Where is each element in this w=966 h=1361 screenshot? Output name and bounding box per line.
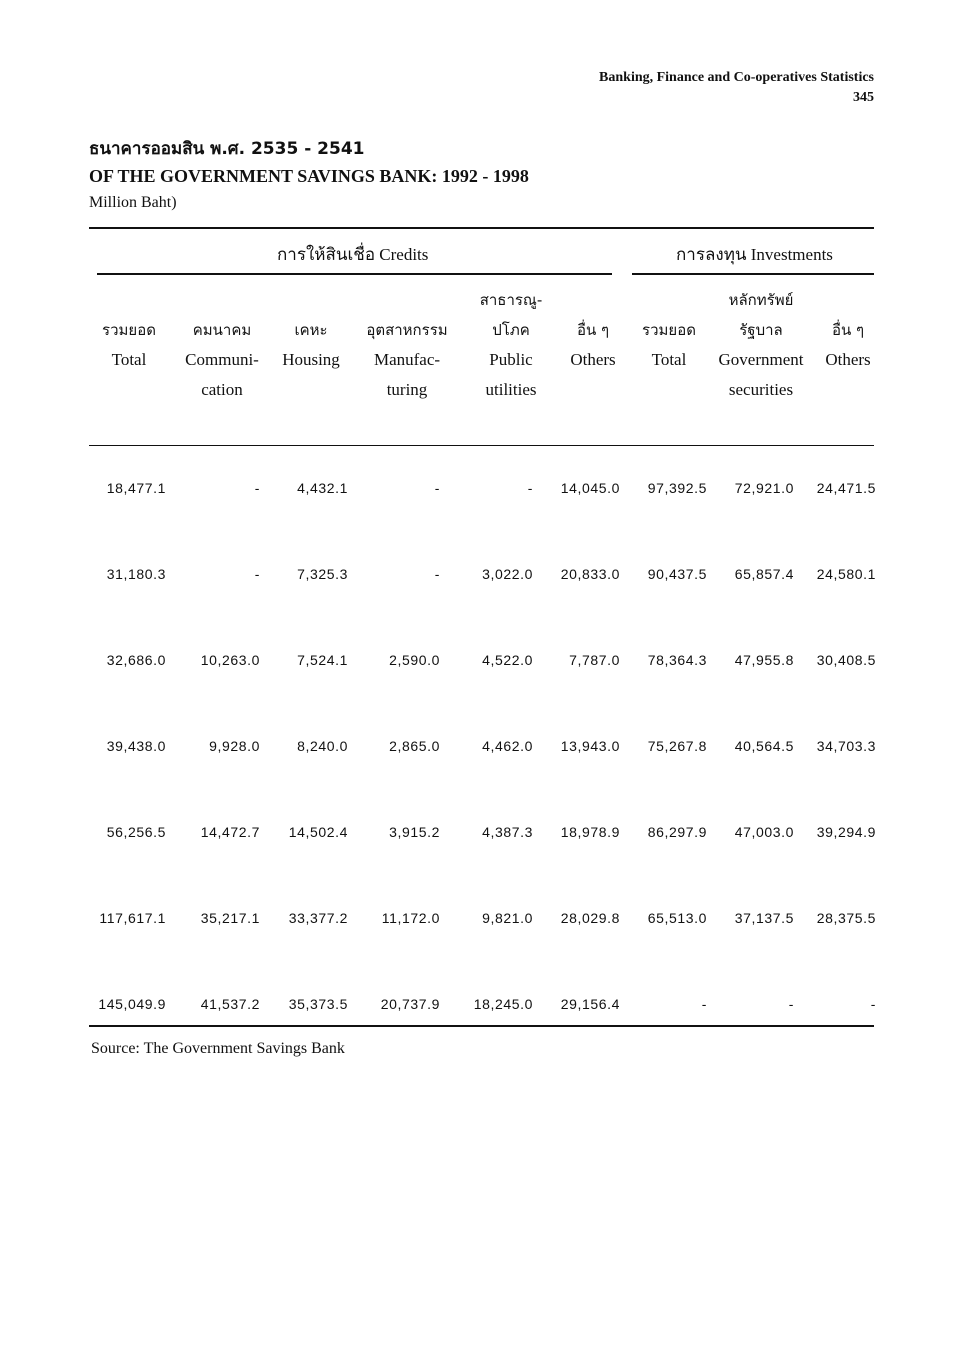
table-cell: - [788,996,794,1012]
column-header-th2: คมนาคม [192,321,252,339]
table-cell: - [254,480,260,496]
column-header-en2: securities [728,380,794,399]
table-cell: 47,003.0 [734,824,794,840]
column-header-en1: Housing [282,350,340,369]
table-cell: 3,022.0 [482,566,533,582]
table-cell: 145,049.9 [98,996,166,1012]
table-cell: 34,703.3 [816,738,876,754]
table-cell: 28,375.5 [816,910,876,926]
table-title-thai: ธนาคารออมสิน พ.ศ. 2535 - 2541 [89,139,365,159]
table-cell: 2,865.0 [389,738,440,754]
table-row [0,480,966,504]
table-cell: 18,978.9 [560,824,620,840]
column-header-th2: อื่น ๆ [576,321,610,339]
table-cell: 97,392.5 [647,480,707,496]
table-cell: 39,294.9 [816,824,876,840]
table-cell: - [254,566,260,582]
source-note: Source: The Government Savings Bank [91,1040,345,1057]
table-cell: 37,137.5 [734,910,794,926]
table-cell: 65,857.4 [734,566,794,582]
table-row [0,738,966,762]
table-cell: 8,240.0 [297,738,348,754]
table-title-english: OF THE GOVERNMENT SAVINGS BANK: 1992 - 1998 [89,166,529,186]
table-cell: 14,472.7 [200,824,260,840]
table-cell: 78,364.3 [647,652,707,668]
table-top-rule [89,227,874,229]
table-cell: - [434,566,440,582]
table-row [0,566,966,590]
table-cell: 10,263.0 [200,652,260,668]
column-header-th1 [788,285,908,315]
table-cell: 35,373.5 [288,996,348,1012]
column-header-th2: รัฐบาล [739,321,783,339]
table-cell: - [527,480,533,496]
column-header-en1: Total [111,350,147,369]
table-cell: 35,217.1 [200,910,260,926]
running-head [599,68,874,108]
table-cell: 56,256.5 [106,824,166,840]
credits-group-label: การให้สินเชื่อ Credits [277,245,429,264]
table-cell: 41,537.2 [200,996,260,1012]
table-cell: 117,617.1 [99,910,166,926]
column-header-en1: Government [718,350,804,369]
table-cell: 30,408.5 [816,652,876,668]
table-cell: - [701,996,707,1012]
column-header-th1 [347,285,467,315]
table-cell: 20,833.0 [560,566,620,582]
table-cell: 4,387.3 [482,824,533,840]
column-header-th2: รวมยอด [102,321,156,339]
table-cell: 4,522.0 [482,652,533,668]
table-cell: 75,267.8 [647,738,707,754]
publication-title: Banking, Finance and Co-operatives Statistics [599,70,874,85]
table-cell: 24,471.5 [816,480,876,496]
table-cell: 18,245.0 [473,996,533,1012]
column-header-en2: cation [201,380,243,399]
table-cell: 33,377.2 [288,910,348,926]
column-header-th2: เคหะ [294,321,328,339]
column-header-en2: utilities [485,380,537,399]
table-cell: 3,915.2 [389,824,440,840]
column-header [347,285,467,405]
table-cell: 65,513.0 [647,910,707,926]
table-cell: 9,928.0 [209,738,260,754]
table-cell: 32,686.0 [106,652,166,668]
header-bottom-rule [89,445,874,446]
table-cell: 86,297.9 [647,824,707,840]
credits-group-rule [97,273,612,275]
unit-label: Million Baht) [89,194,177,211]
table-cell: 39,438.0 [106,738,166,754]
table-cell: - [870,996,876,1012]
table-row [0,910,966,934]
investments-group-label: การลงทุน Investments [676,245,833,264]
table-title-block [89,136,529,216]
column-header-en2 [788,375,908,405]
column-header-en2: turing [386,380,428,399]
table-row [0,824,966,848]
column-header-th2: อื่น ๆ [831,321,865,339]
table-cell: 28,029.8 [560,910,620,926]
column-header-th1: สาธารณู- [479,291,543,309]
table-cell: 20,737.9 [380,996,440,1012]
column-header-th2: อุตสาหกรรม [366,321,448,339]
table-cell: - [434,480,440,496]
table-cell: 9,821.0 [482,910,533,926]
column-header-en1: Communi- [185,350,259,369]
table-cell: 7,787.0 [569,652,620,668]
table-cell: 7,524.1 [297,652,348,668]
table-cell: 40,564.5 [734,738,794,754]
table-cell: 11,172.0 [381,910,440,926]
column-header [788,285,908,405]
table-cell: 90,437.5 [647,566,707,582]
column-header-en1: Others [825,350,871,369]
table-row [0,996,966,1020]
table-cell: 7,325.3 [297,566,348,582]
column-header-en1: Total [651,350,687,369]
table-cell: 14,045.0 [560,480,620,496]
table-cell: 29,156.4 [560,996,620,1012]
table-cell: 31,180.3 [106,566,166,582]
table-cell: 4,432.1 [297,480,348,496]
table-cell: 14,502.4 [288,824,348,840]
table-cell: 47,955.8 [734,652,794,668]
page-number: 345 [853,90,874,105]
table-bottom-rule [89,1025,874,1027]
table-cell: 18,477.1 [106,480,166,496]
table-cell: 72,921.0 [734,480,794,496]
table-row [0,652,966,676]
column-header-th1: หลักทรัพย์ [728,291,794,309]
table-cell: 2,590.0 [389,652,440,668]
column-header-th2: ปโภค [492,321,530,339]
column-header-en1: Manufac- [373,350,441,369]
table-cell: 4,462.0 [482,738,533,754]
investments-group-rule [632,273,874,275]
table-cell: 13,943.0 [560,738,620,754]
column-header-th2: รวมยอด [642,321,696,339]
column-header-en1: Others [570,350,616,369]
column-header-en1: Public [489,350,533,369]
table-cell: 24,580.1 [816,566,876,582]
